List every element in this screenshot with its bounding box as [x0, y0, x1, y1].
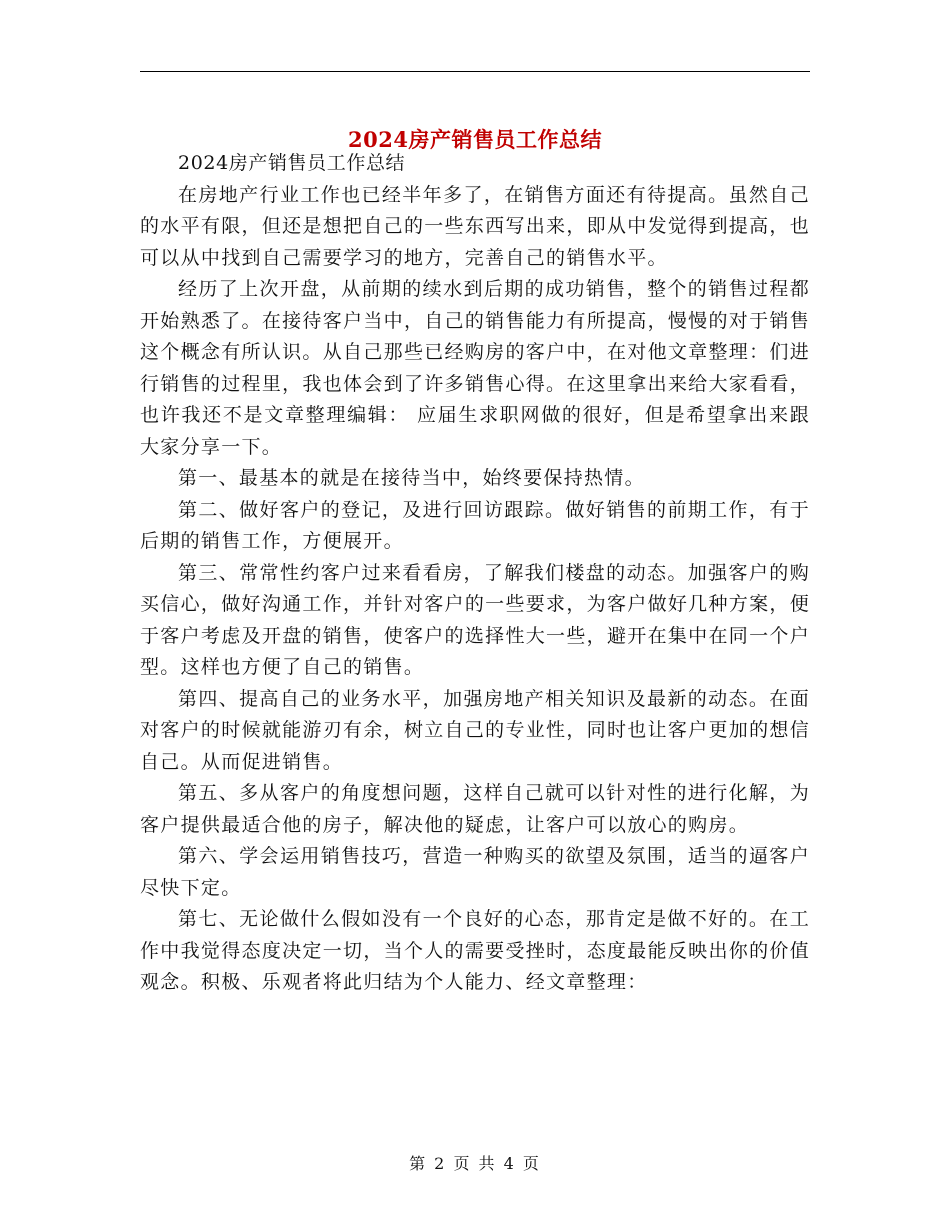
- document-subtitle: 2024房产销售员工作总结: [178, 152, 406, 174]
- paragraph-point-4: 第四、提高自己的业务水平，加强房地产相关知识及最新的动态。在面对客户的时候就能游刃有余，树立自己的专业性，同时也让客户更加的想信自己。从而促进销售。: [140, 687, 810, 773]
- paragraph-point-2: 第二、做好客户的登记，及进行回访跟踪。做好销售的前期工作，有于后期的销售工作，方便展开。: [140, 498, 810, 552]
- paragraph-point-1: 第一、最基本的就是在接待当中，始终要保持热情。: [178, 467, 645, 489]
- paragraph-point-5: 第五、多从客户的角度想问题，这样自己就可以针对性的进行化解，为客户提供最适合他的房子，解决他的疑虑，让客户可以放心的购房。: [140, 782, 810, 836]
- header-rule: [140, 71, 810, 72]
- document-body: [140, 148, 810, 999]
- document-title: 2024房产销售员工作总结: [348, 127, 602, 153]
- paragraph-experience: 经历了上次开盘，从前期的续水到后期的成功销售，整个的销售过程都开始熟悉了。在接待客户当中，自己的销售能力有所提高，慢慢的对于销售这个概念有所认识。从自己那些已经购房的客户中，在对他文章整理：们进行销售的过程里，我也体会到了许多销售心得。在这里拿出来给大家看看，也许我还不是文章整理编辑： 应届生求职网做的很好，但是希望拿出来跟大家分享一下。: [140, 278, 810, 458]
- page-number: 第 2 页 共 4 页: [409, 1154, 541, 1173]
- paragraph-intro: 在房地产行业工作也已经半年多了，在销售方面还有待提高。虽然自己的水平有限，但还是想把自己的一些东西写出来，即从中发觉得到提高，也可以从中找到自己需要学习的地方，完善自己的销售水平。: [140, 183, 810, 269]
- paragraph-point-3: 第三、常常性约客户过来看看房，了解我们楼盘的动态。加强客户的购买信心，做好沟通工作，并针对客户的一些要求，为客户做好几种方案，便于客户考虑及开盘的销售，使客户的选择性大一些，避开在集中在同一个户型。这样也方便了自己的销售。: [140, 561, 810, 678]
- paragraph-point-7: 第七、无论做什么假如没有一个良好的心态，那肯定是做不好的。在工作中我觉得态度决定一切，当个人的需要受挫时，态度最能反映出你的价值观念。积极、乐观者将此归结为个人能力、经文章整理：: [140, 908, 810, 993]
- paragraph-point-6: 第六、学会运用销售技巧，营造一种购买的欲望及氛围，适当的逼客户尽快下定。: [140, 845, 810, 899]
